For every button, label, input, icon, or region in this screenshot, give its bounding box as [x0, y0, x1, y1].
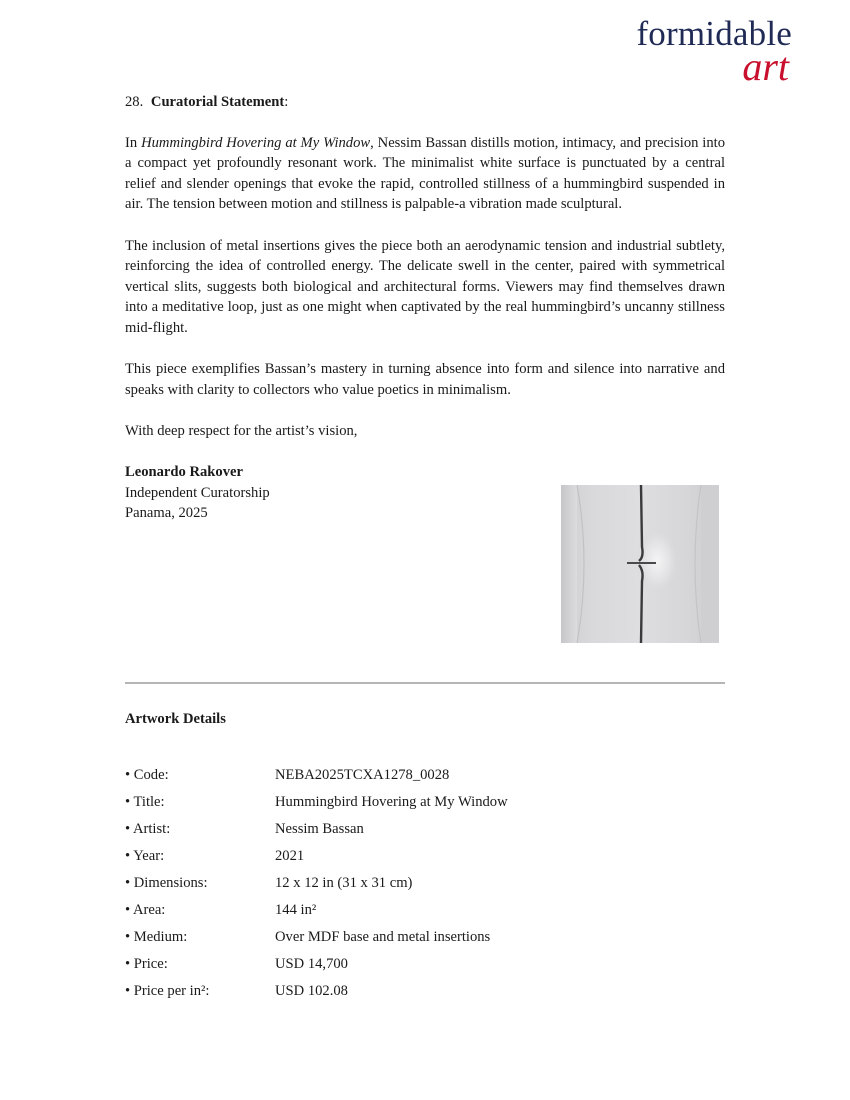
statement-paragraph-2: The inclusion of metal insertions gives the piece both an aerodynamic tension and industrial subtlety, reinforcing the idea of controlled energy. The delicate swell in the center, paired with symmetrical vertical slits, suggests both biological and architectural forms. Viewers may find themselves drawn into a meditative loop, just as one might when captivated by the real hummingbird’s uncanny stillness mid-flight.: [125, 237, 725, 336]
detail-value: Nessim Bassan: [275, 821, 364, 837]
logo-wordmark: formidable: [636, 14, 792, 53]
curator-place-date: Panama, 2025: [125, 505, 208, 522]
detail-row-artist: [125, 819, 725, 846]
artwork-title-italic: Hummingbird Hovering at My Window: [141, 134, 371, 151]
detail-row-price-per-area: [125, 981, 725, 1008]
detail-row-year: [125, 846, 725, 873]
detail-row-code: [125, 765, 725, 792]
paragraph-lead: In: [125, 134, 142, 151]
detail-row-price: [125, 954, 725, 981]
detail-row-dimensions: [125, 873, 725, 900]
artwork-relief-illustration: [561, 485, 719, 643]
detail-label: • Price:: [125, 956, 168, 972]
detail-value: Over MDF base and metal insertions: [275, 929, 491, 945]
detail-value: 144 in²: [275, 902, 317, 918]
detail-value: Hummingbird Hovering at My Window: [275, 794, 508, 810]
detail-label: • Dimensions:: [125, 875, 208, 891]
artwork-details-heading: Artwork Details: [125, 711, 226, 727]
detail-label: • Area:: [125, 902, 166, 918]
curatorial-statement: [125, 92, 725, 524]
formidable-art-logo: [636, 14, 792, 89]
detail-value: 2021: [275, 848, 305, 864]
detail-row-medium: [125, 927, 725, 954]
statement-paragraph-3: This piece exemplifies Bassan’s mastery in turning absence into form and silence into narrative and speaks with clarity to collectors who value poetics in minimalism.: [125, 361, 725, 398]
detail-label: • Title:: [125, 794, 165, 810]
logo-accent: art: [742, 44, 789, 89]
paragraph-body: , Nessim Bassan distills motion, intimacy, and precision into a compact yet profoundly resonant work. The minimalist white surface is punctuated by a central relief and slender openings that evoke the rapid, controlled stillness of a hummingbird suspended in air. The tension between motion and stillness is palpable-a vibration made sculptural.: [125, 134, 726, 213]
closing-line: With deep respect for the artist’s vision,: [125, 422, 358, 439]
detail-label: • Price per in²:: [125, 983, 210, 999]
detail-value: 12 x 12 in (31 x 31 cm): [275, 875, 413, 891]
detail-label: • Code:: [125, 767, 169, 783]
statement-paragraph-1: [125, 133, 725, 215]
artwork-details-list: [125, 765, 725, 1008]
detail-value: USD 102.08: [275, 983, 348, 999]
curator-role: Independent Curatorship: [125, 484, 270, 501]
curator-name: Leonardo Rakover: [125, 464, 243, 481]
detail-label: • Year:: [125, 848, 165, 864]
section-number: 28.: [125, 94, 144, 110]
detail-label: • Artist:: [125, 821, 171, 837]
detail-value: USD 14,700: [275, 956, 348, 972]
section-heading: [125, 92, 725, 113]
section-divider: [125, 682, 725, 684]
detail-label: • Medium:: [125, 929, 188, 945]
section-title-suffix: :: [284, 94, 289, 110]
detail-row-area: [125, 900, 725, 927]
section-title: Curatorial Statement: [150, 94, 285, 110]
detail-value: NEBA2025TCXA1278_0028: [275, 767, 450, 783]
artwork-image: [561, 485, 719, 643]
detail-row-title: [125, 792, 725, 819]
